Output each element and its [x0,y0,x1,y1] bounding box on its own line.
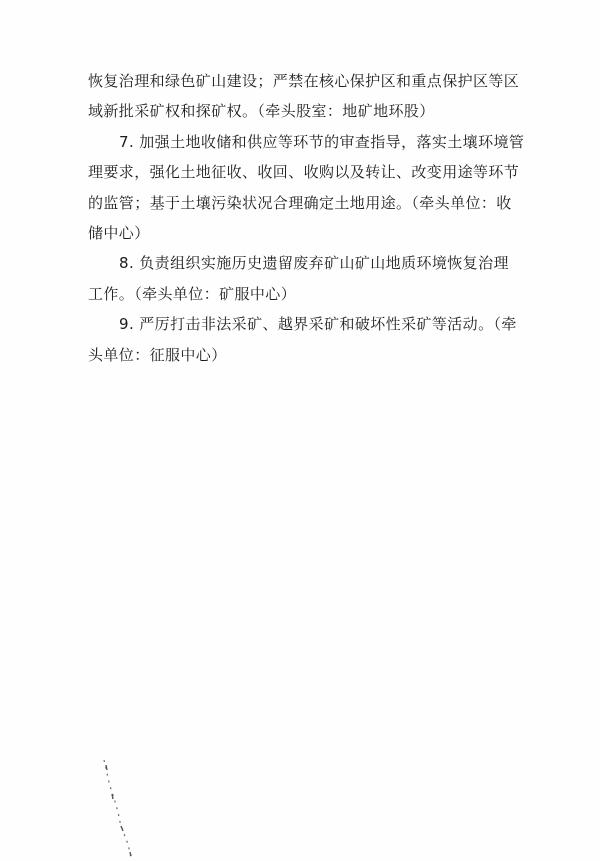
paragraph-7 [88,127,525,249]
text-line: 理要求，强化土地征收、收回、收购以及转让、改变用途等环节 [88,163,520,182]
text-line: 头单位：征服中心） [88,345,227,364]
paragraph-6-continuation [88,66,518,127]
text-line: 储中心） [88,224,150,243]
text-line: 7. 加强土地收储和供应等环节的审查指导，落实土壤环境管 [119,132,525,151]
text-line: 8. 负责组织实施历史遗留废弃矿山矿山地质环境恢复治理 [119,254,509,273]
text-line: 工作。（牵头单位：矿服中心） [88,284,297,303]
text-line: 域新批采矿权和探矿权。（牵头股室：地矿地环股） [88,102,435,121]
text-line: 恢复治理和绿色矿山建设；严禁在核心保护区和重点保护区等区 [88,72,520,90]
paragraph-8 [88,248,518,309]
text-line: 9. 严厉打击非法采矿、越界采矿和破坏性采矿等活动。（牵 [119,315,517,334]
paragraph-9 [88,309,518,370]
text-line: 的监管；基于土壤污染状况合理确定土地用途。（牵头单位：收 [88,193,512,212]
scan-artifact-mark [100,760,150,860]
document-body [88,66,525,370]
